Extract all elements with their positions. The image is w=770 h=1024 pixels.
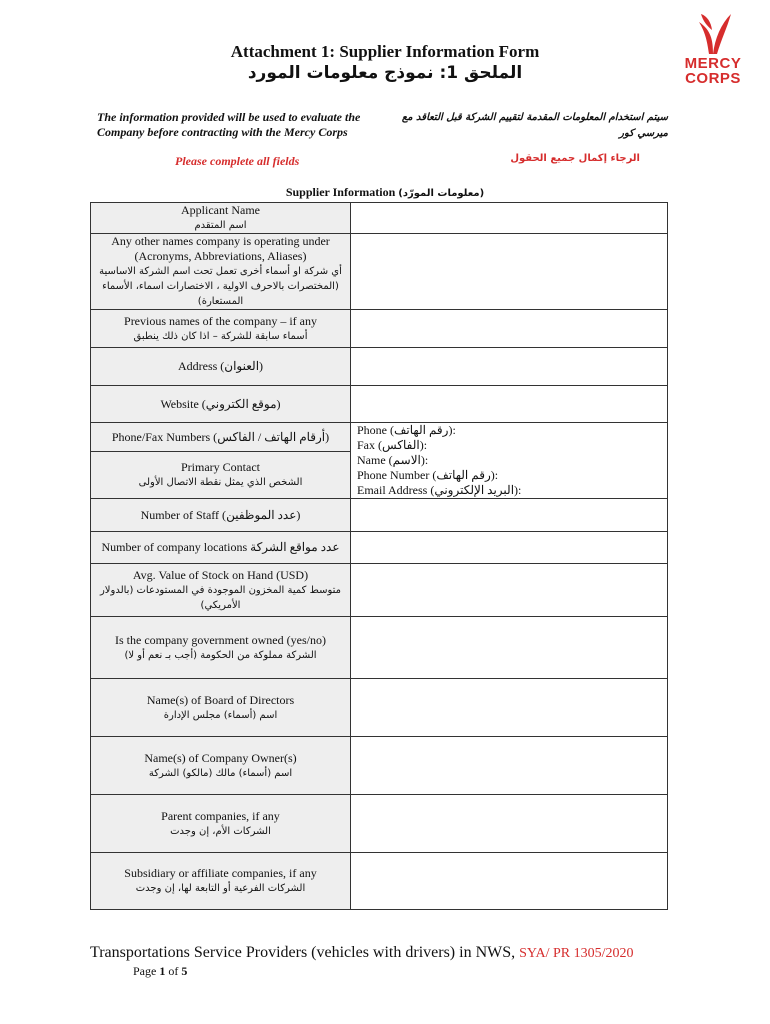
section-heading-en: Supplier Information [285, 185, 396, 199]
instruction-text: Please complete all fields [175, 154, 300, 168]
page-number [133, 964, 187, 979]
table-row [91, 532, 668, 564]
page-prefix: Page [133, 964, 157, 978]
company-locations-field[interactable] [351, 532, 668, 564]
label-en: Applicant Name [181, 203, 260, 217]
government-owned-field[interactable] [351, 617, 668, 679]
table-row [91, 203, 668, 234]
website-field[interactable] [351, 386, 668, 423]
label-en: Name(s) of Company Owner(s) [144, 750, 297, 765]
contact-details-field[interactable] [351, 423, 668, 499]
page-title-arabic: الملحق 1: نموذج معلومات المورد [247, 63, 523, 83]
field-label [91, 853, 351, 910]
field-label [91, 679, 351, 737]
label-en: Name(s) of Board of Directors [146, 692, 295, 707]
address-field[interactable] [351, 348, 668, 386]
label-ar: الشركة مملوكة من الحكومة (أجب بـ نعم أو لا) [124, 649, 317, 661]
label-en: Number of Staff (عدد الموظفين) [140, 507, 301, 522]
table-row [91, 564, 668, 617]
subsidiary-companies-field[interactable] [351, 853, 668, 910]
field-label [91, 348, 351, 386]
label-en: Number of company locations عدد مواقع الشركة [101, 540, 340, 554]
label-en: Primary Contact [181, 460, 260, 474]
table-row [91, 234, 668, 310]
label-en: Website (موقع الكتروني) [160, 396, 281, 411]
applicant-name-field[interactable] [351, 203, 668, 234]
label-en: Avg. Value of Stock on Hand (USD) [132, 567, 309, 582]
contact-email-line: Email Address (البريد الإلكتروني): [357, 483, 522, 497]
field-label [91, 499, 351, 532]
number-of-staff-field[interactable] [351, 499, 668, 532]
page-current: 1 [159, 964, 166, 978]
label-ar: اسم (أسماء) مالك (مالكو) الشركة [148, 767, 293, 779]
field-label [91, 532, 351, 564]
footer-text: Transportations Service Providers (vehicles with drivers) in NWS, [90, 944, 516, 961]
field-label [91, 452, 351, 499]
field-label [91, 423, 351, 452]
label-en: Phone/Fax Numbers (أرقام الهاتف / الفاكس) [111, 429, 330, 444]
label-en: Previous names of the company – if any [124, 313, 317, 328]
previous-names-field[interactable] [351, 310, 668, 348]
label-ar: الشخص الذي يمثل نقطة الاتصال الأولى [138, 477, 303, 488]
field-label [91, 617, 351, 679]
avg-stock-value-field[interactable] [351, 564, 668, 617]
section-heading [0, 185, 770, 200]
label-ar: أي شركة او أسماء أخرى تعمل تحت اسم الشركة الاساسية (المختصرات بالاحرف الاولية ، الاختصارات اسماء، الأسماء المستعارة) [99, 266, 342, 307]
label-ar: اسم (أسماء) مجلس الإدارة [163, 709, 278, 721]
field-label [91, 737, 351, 795]
label-ar: أسماء سابقة للشركة – اذا كان ذلك ينطبق [133, 330, 308, 342]
label-ar: متوسط كمية المخزون الموجودة في المستودعات (بالدولار الأمريكي) [99, 584, 342, 611]
logo-word-2: CORPS [685, 70, 741, 87]
table-row [91, 795, 668, 853]
supplier-info-table [90, 202, 668, 910]
intro-text: The information provided will be used to evaluate the Company before contracting with the Mercy Corps [97, 110, 361, 139]
page-title: Attachment 1: Supplier Information Form [230, 42, 540, 61]
other-names-field[interactable] [351, 234, 668, 310]
label-ar: الشركات الفرعية أو التابعة لها، إن وجدت [135, 883, 306, 894]
label-en: Any other names company is operating under (Acronyms, Abbreviations, Aliases) [111, 234, 330, 263]
contact-phone-line: Phone (رقم الهاتف): [357, 423, 456, 437]
parent-companies-field[interactable] [351, 795, 668, 853]
table-row [91, 499, 668, 532]
page-of: of [168, 964, 179, 978]
label-ar: اسم المتقدم [194, 220, 247, 231]
footer [90, 944, 633, 962]
intro-text-arabic: سيتم استخدام المعلومات المقدمة لتقييم الشركة قبل التعاقد مع ميرسي كور [401, 112, 668, 139]
company-owners-field[interactable] [351, 737, 668, 795]
field-label [91, 795, 351, 853]
label-en: Is the company government owned (yes/no) [115, 632, 326, 647]
section-heading-ar: (معلومات المورّد) [398, 188, 485, 199]
label-ar: الشركات الأم، إن وجدت [170, 825, 271, 837]
table-row [91, 853, 668, 910]
field-label [91, 386, 351, 423]
contact-name-line: Name (الاسم): [357, 453, 429, 467]
field-label [91, 564, 351, 617]
label-en: Parent companies, if any [161, 808, 280, 823]
contact-phone-number-line: Phone Number (رقم الهاتف): [357, 468, 499, 482]
table-row [91, 679, 668, 737]
label-en: Subsidiary or affiliate companies, if any [124, 866, 317, 880]
page-total: 5 [181, 964, 188, 978]
table-row [91, 737, 668, 795]
contact-fax-line: Fax (الفاكس): [357, 438, 428, 452]
field-label [91, 310, 351, 348]
table-row [91, 386, 668, 423]
field-label [91, 234, 351, 310]
footer-reference: SYA/ PR 1305/2020 [519, 946, 634, 961]
instruction-text-arabic: الرجاء إكمال جميع الحقول [510, 153, 640, 164]
label-en: Address (العنوان) [177, 359, 264, 373]
table-row [91, 310, 668, 348]
field-label [91, 203, 351, 234]
table-row [91, 348, 668, 386]
table-row [91, 617, 668, 679]
board-of-directors-field[interactable] [351, 679, 668, 737]
table-row [91, 423, 668, 452]
logo-word-1: MERCY [684, 55, 742, 72]
